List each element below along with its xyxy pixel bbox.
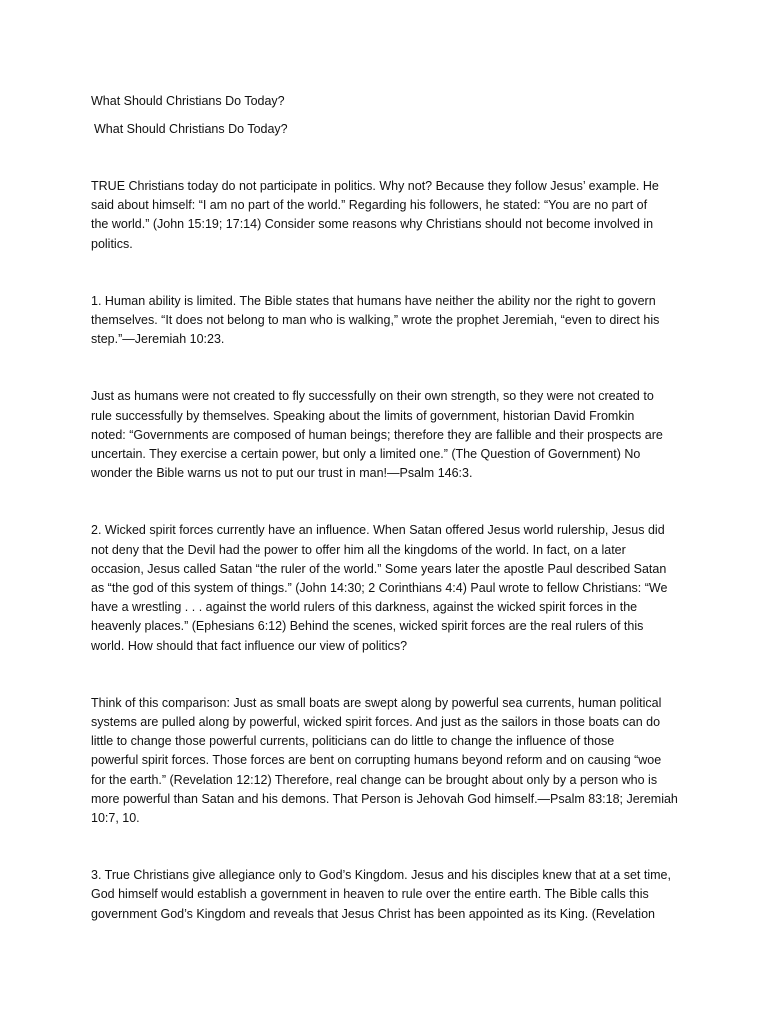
body-paragraph [91, 387, 684, 483]
paragraph-line: TRUE Christians today do not participate in politics. Why not? Because they follow Jesus’ example. He [91, 179, 659, 193]
paragraph-line: 3. True Christians give allegiance only to God’s Kingdom. Jesus and his disciples knew that at a set time, [91, 868, 671, 883]
paragraph-line: 10:7, 10. [91, 811, 140, 826]
body-paragraph [91, 177, 684, 254]
paragraph-line: said about himself: “I am no part of the world.” Regarding his followers, he stated: “You are no part of [91, 198, 648, 213]
paragraph-line: the world.” (John 15:19; 17:14) Consider some reasons why Christians should not become involved in [91, 217, 654, 232]
document-title: What Should Christians Do Today? [91, 94, 285, 108]
document-subtitle: What Should Christians Do Today? [94, 122, 288, 136]
paragraph-line: systems are pulled along by powerful, wicked spirit forces. And just as the sailors in those boats can do [91, 715, 661, 730]
body-paragraph [91, 292, 684, 350]
paragraph-line: Just as humans were not created to fly successfully on their own strength, so they were not created to [91, 389, 654, 404]
paragraph-line: heavenly places.” (Ephesians 6:12) Behind the scenes, wicked spirit forces are the real rulers of this [91, 619, 644, 634]
paragraph-line: powerful spirit forces. Those forces are bent on corrupting humans beyond reform and on causing “woe [91, 753, 662, 768]
paragraph-line: government God’s Kingdom and reveals that Jesus Christ has been appointed as its King. (Revelation [91, 906, 655, 921]
paragraph-line: rule successfully by themselves. Speaking about the limits of government, historian David Fromkin [91, 408, 635, 423]
paragraph-line: uncertain. They exercise a certain power, but only a limited one.” (The Question of Government) No [91, 447, 641, 462]
paragraph-line: occasion, Jesus called Satan “the ruler of the world.” Some years later the apostle Paul described Satan [91, 561, 667, 576]
body-paragraph [91, 866, 684, 924]
paragraph-line: 2. Wicked spirit forces currently have an influence. When Satan offered Jesus world rulership, Jesus did [91, 523, 665, 538]
body-paragraph [91, 521, 684, 655]
paragraph-line: wonder the Bible warns us not to put our trust in man!—Psalm 146:3. [91, 466, 473, 481]
paragraph-line: God himself would establish a government in heaven to rule over the entire earth. The Bible calls this [91, 887, 649, 902]
paragraph-line: as “the god of this system of things.” (John 14:30; 2 Corinthians 4:4) Paul wrote to fellow Christians: “We [91, 581, 668, 596]
paragraph-line: not deny that the Devil had the power to offer him all the kingdoms of the world. In fact, on a later [91, 542, 626, 557]
paragraph-line: 1. Human ability is limited. The Bible states that humans have neither the ability nor the right to govern [91, 293, 656, 308]
paragraph-line: more powerful than Satan and his demons. That Person is Jehovah God himself.—Psalm 83:18; Jeremiah [91, 791, 678, 806]
paragraph-line: for the earth.” (Revelation 12:12) Therefore, real change can be brought about only by a person who is [91, 772, 658, 787]
paragraph-line: Think of this comparison: Just as small boats are swept along by powerful sea currents, human political [91, 695, 662, 710]
paragraph-line: themselves. “It does not belong to man who is walking,” wrote the prophet Jeremiah, “even to direct his [91, 313, 660, 328]
paragraph-line: little to change those powerful currents, politicians can do little to change the influence of those [91, 734, 615, 749]
paragraph-line: world. How should that fact influence our view of politics? [91, 638, 408, 653]
document-body [91, 177, 684, 924]
paragraph-line: noted: “Governments are composed of human beings; therefore they are fallible and their prospects are [91, 427, 663, 442]
paragraph-line: politics. [91, 236, 133, 251]
paragraph-line: step.”—Jeremiah 10:23. [91, 332, 225, 347]
paragraph-line: have a wrestling . . . against the world rulers of this darkness, against the wicked spirit forces in the [91, 600, 638, 615]
body-paragraph [91, 694, 684, 828]
